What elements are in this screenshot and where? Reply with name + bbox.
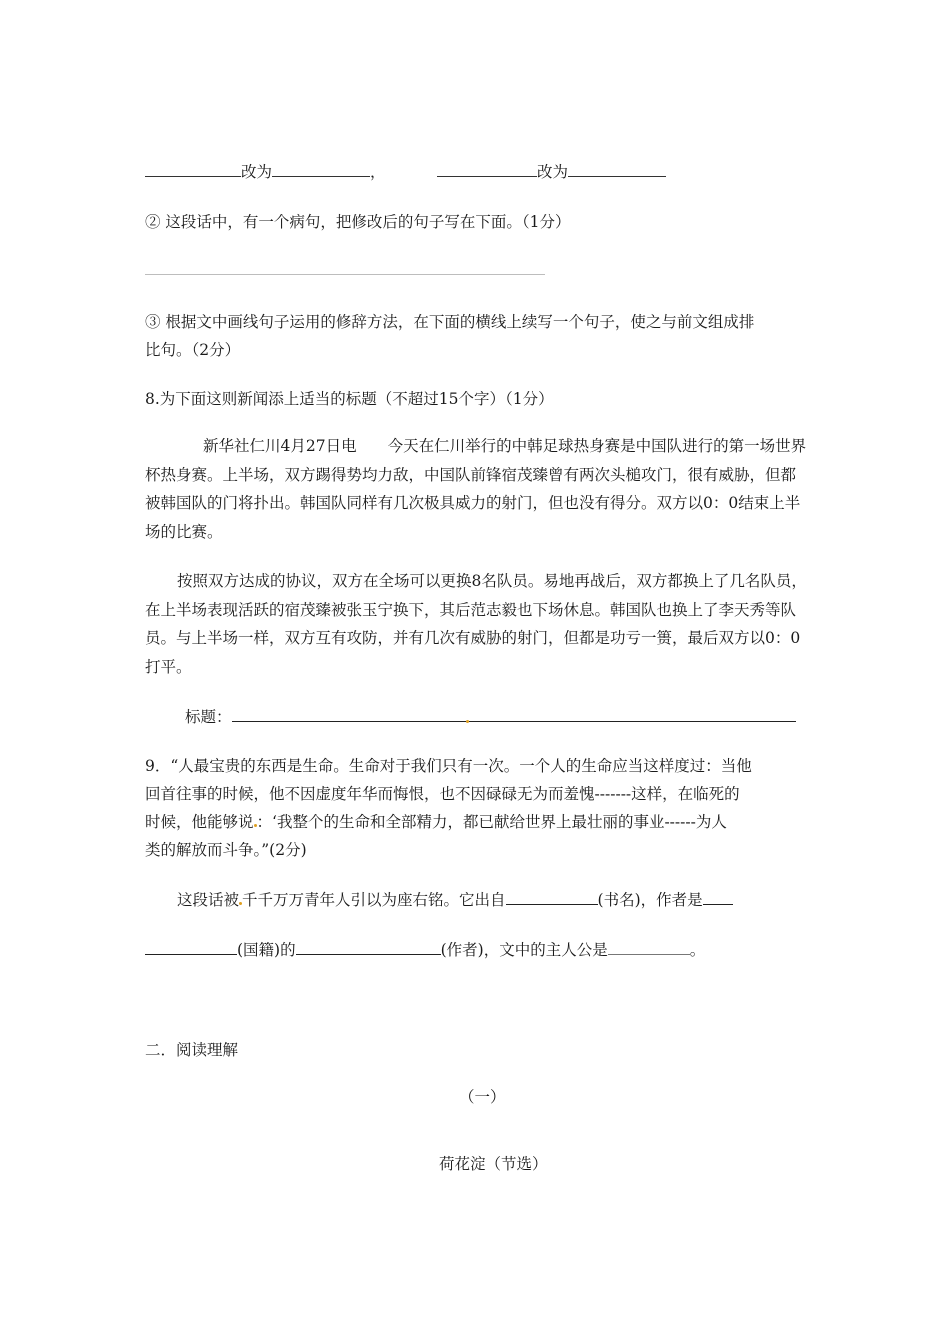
blank-4[interactable] [568,161,666,177]
news-paragraph-2 [145,567,810,681]
nationality-label: (国籍)的 [237,941,296,959]
rewrite-blanks-row-2 [437,160,666,182]
fill-end: 。 [689,941,706,959]
comma: ， [370,163,386,181]
blank-3[interactable] [437,161,537,177]
author-label: (作者)，文中的主人公是 [440,941,608,959]
question-7-3-line2: 比句。（2分） [145,341,241,359]
blank-2[interactable] [272,161,370,177]
change-to-label-1: 改为 [241,163,273,181]
question-7-2: ② 这段话中，有一个病句，把修改后的句子写在下面。（1分） [145,213,571,231]
section-2-heading: 二．阅读理解 [145,1041,239,1059]
nationality-blank[interactable] [145,939,237,955]
question-9-line2: 回首往事的时候，他不因虚度年华而悔恨，也不因碌碌无为而羞愧-------这样，在临死的 [145,785,740,803]
reading-title: 荷花淀（节选） [439,1155,548,1173]
question-9-fill-row1 [177,888,733,910]
section-2-subheading: （一） [459,1088,506,1106]
news-paragraph-2-text: 按照双方达成的协议，双方在全场可以更换8名队员。易地再战后，双方都换上了几名队员，在上半场表现活跃的宿茂臻被张玉宁换下，其后范志毅也下场休息。韩国队也换上了李天秀等队员。与上半场一样，双方互有攻防，并有几次有威胁的射门，但都是功亏一篑，最后双方以0：0打平。 [145,572,807,676]
mark-dot [466,720,469,723]
fill-text-b: 千千万万青年人引以为座右铭。它出自 [242,891,506,909]
question-9-fill-row2 [145,938,705,960]
answer-line-7-2[interactable] [145,274,545,275]
question-9-line1: 9．“人最宝贵的东西是生命。生命对于我们只有一次。一个人的生命应当这样度过：当他 [145,757,752,775]
question-7-3-line1: ③ 根据文中画线句子运用的修辞方法，在下面的横线上续写一个句子，使之与前文组成排 [145,313,755,331]
change-to-label-2: 改为 [537,163,569,181]
title-label: 标题： [185,708,232,726]
question-9-line3 [145,810,727,832]
author-blank-start[interactable] [703,889,733,905]
news-paragraph-1 [145,432,810,546]
blank-1[interactable] [145,161,241,177]
title-answer-row [185,705,796,727]
book-name-blank[interactable] [506,889,598,905]
protagonist-blank[interactable] [608,939,690,955]
question-9-line3b: ：‘我整个的生命和全部精力，都已献给世界上最壮丽的事业------为人 [256,813,727,831]
author-blank[interactable] [296,939,441,955]
question-9-line3a: 时候，他能够说 [145,813,254,831]
fill-text-a: 这段话被 [177,891,240,909]
question-9-line4: 类的解放而斗争。”(2分) [145,841,307,859]
title-answer-line[interactable] [232,706,796,722]
book-name-label: (书名)，作者是 [597,891,703,909]
news-paragraph-1-text: 新华社仁川4月27日电 今天在仁川举行的中韩足球热身赛是中国队进行的第一场世界杯热身赛。上半场，双方踢得势均力敌，中国队前锋宿茂臻曾有两次头槌攻门，很有威胁，但都被韩国队的门将扑出。韩国队同样有几次极具威力的射门，但也没有得分。双方以0：0结束上半场的比赛。 [145,437,807,541]
question-8-prompt: 8.为下面这则新闻添上适当的标题（不超过15个字）（1分） [145,390,554,408]
rewrite-blanks-row [145,160,386,182]
